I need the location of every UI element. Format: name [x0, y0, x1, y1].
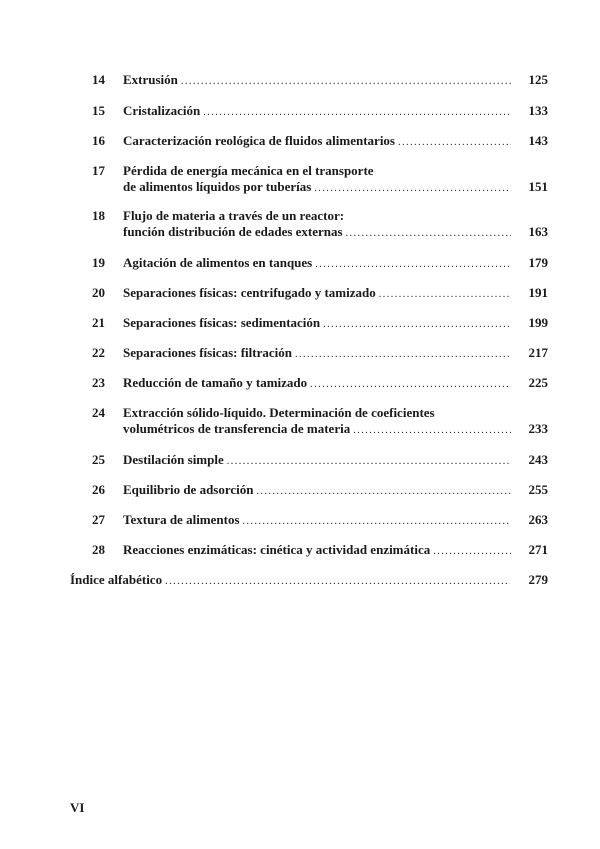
dot-leader: [433, 544, 511, 560]
page-number: 225: [528, 375, 548, 390]
dot-leader: [257, 484, 511, 500]
chapter-title: Textura de alimentos: [123, 512, 240, 527]
chapter-title-block: [123, 163, 511, 197]
chapter-title: de alimentos líquidos por tuberías: [123, 179, 312, 194]
dot-leader: [398, 135, 511, 151]
dot-leader: [379, 287, 511, 303]
chapter-title-block: [123, 103, 511, 121]
chapter-title-line1: Flujo de materia a través de un reactor:: [123, 208, 345, 223]
page-number: 151: [528, 179, 548, 194]
dot-leader: [243, 514, 511, 530]
chapter-number: 15: [92, 103, 105, 118]
dot-leader: [227, 454, 511, 470]
chapter-title-line1: Extracción sólido-líquido. Determinación de coeficientes: [123, 405, 435, 420]
dot-leader: [310, 377, 511, 393]
chapter-title: función distribución de edades externas: [123, 224, 343, 239]
dot-leader: [165, 574, 510, 590]
chapter-title-block: [123, 315, 511, 333]
page-number: 179: [528, 255, 548, 270]
page-number: 279: [528, 572, 548, 587]
chapter-number: 28: [92, 542, 105, 557]
chapter-number: 19: [92, 255, 105, 270]
chapter-title-block: [123, 542, 511, 560]
page-number: 133: [528, 103, 548, 118]
chapter-title-block: [123, 512, 511, 530]
page-number: 143: [528, 133, 548, 148]
chapter-title: Separaciones físicas: sedimentación: [123, 315, 321, 330]
chapter-number: 27: [92, 512, 105, 527]
dot-leader: [203, 105, 511, 121]
chapter-number: 17: [92, 163, 105, 178]
page-number: 263: [528, 512, 548, 527]
chapter-title: Extrusión: [123, 72, 178, 87]
chapter-title-line1: Pérdida de energía mecánica en el transporte: [123, 163, 374, 178]
page-number: 243: [528, 452, 548, 467]
chapter-number: 16: [92, 133, 105, 148]
page-number: 191: [528, 285, 548, 300]
chapter-title-block: [123, 375, 511, 393]
folio-page-label: VI: [70, 800, 85, 815]
chapter-title: Equilibrio de adsorción: [123, 482, 254, 497]
chapter-title: Agitación de alimentos en tanques: [123, 255, 313, 270]
chapter-title: Caracterización reológica de fluidos alimentarios: [123, 133, 395, 148]
chapter-title: Reacciones enzimáticas: cinética y actividad enzimática: [123, 542, 431, 557]
chapter-number: 14: [92, 72, 105, 87]
dot-leader: [323, 317, 511, 333]
dot-leader: [315, 257, 511, 273]
dot-leader: [346, 226, 511, 242]
chapter-title-block: [123, 255, 511, 273]
chapter-number: 22: [92, 345, 105, 360]
chapter-number: 24: [92, 405, 105, 420]
chapter-title: Reducción de tamaño y tamizado: [123, 375, 308, 390]
index-title: Índice alfabético: [70, 572, 163, 587]
dot-leader: [181, 74, 511, 90]
chapter-title: Destilación simple: [123, 452, 224, 467]
chapter-number: 18: [92, 208, 105, 223]
page-number: 233: [528, 421, 548, 436]
index-title-block: [70, 572, 510, 590]
chapter-number: 25: [92, 452, 105, 467]
page-number: 163: [528, 224, 548, 239]
chapter-title-block: [123, 452, 511, 470]
chapter-title-block: [123, 72, 511, 90]
chapter-title-block: [123, 345, 511, 363]
page-number: 255: [528, 482, 548, 497]
chapter-title: volumétricos de transferencia de materia: [123, 421, 351, 436]
chapter-number: 23: [92, 375, 105, 390]
chapter-number: 21: [92, 315, 105, 330]
page-number: 125: [528, 72, 548, 87]
dot-leader: [295, 347, 511, 363]
chapter-number: 20: [92, 285, 105, 300]
chapter-title: Separaciones físicas: centrifugado y tamizado: [123, 285, 376, 300]
chapter-title: Separaciones físicas: filtración: [123, 345, 292, 360]
chapter-title-block: [123, 208, 511, 242]
page-number: 217: [528, 345, 548, 360]
chapter-title-block: [123, 285, 511, 303]
chapter-title-block: [123, 405, 511, 439]
page-number: 271: [528, 542, 548, 557]
dot-leader: [353, 423, 511, 439]
chapter-title-block: [123, 482, 511, 500]
chapter-number: 26: [92, 482, 105, 497]
chapter-title-block: [123, 133, 511, 151]
page-number: 199: [528, 315, 548, 330]
dot-leader: [314, 181, 511, 197]
chapter-title: Cristalización: [123, 103, 201, 118]
